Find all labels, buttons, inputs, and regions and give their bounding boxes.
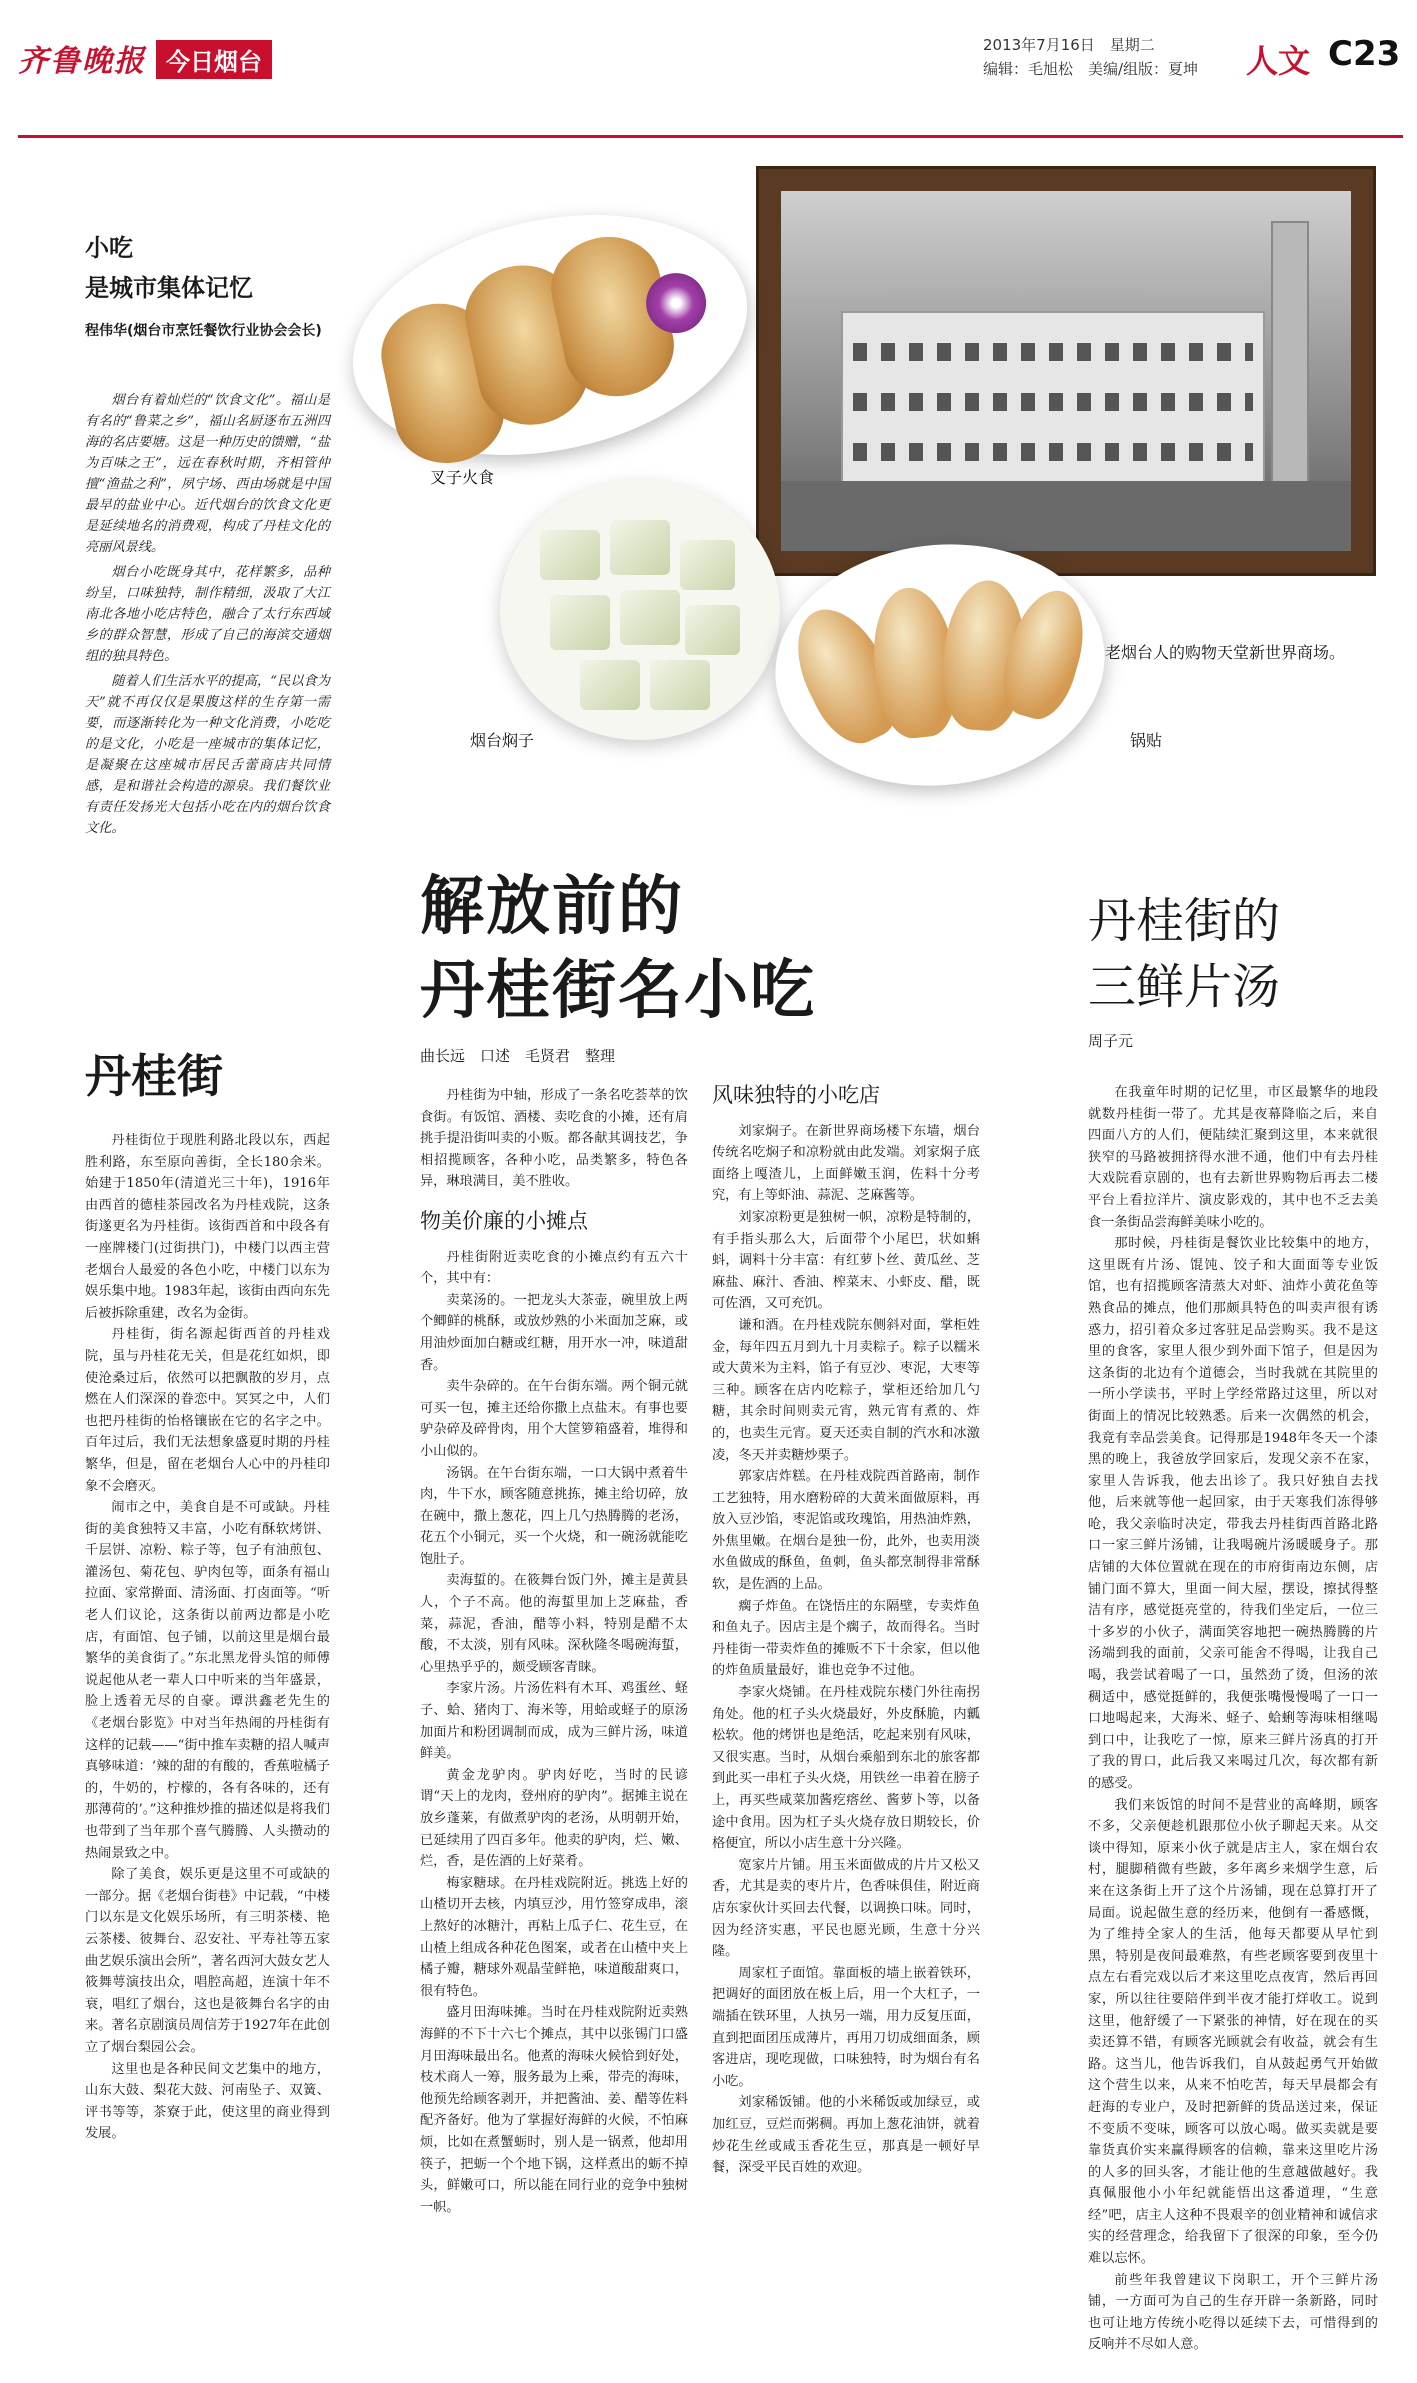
paragraph: 刘家稀饭铺。他的小米稀饭或加绿豆，或加红豆，豆烂而粥稠。再加上葱花油饼，就着炒花生丝或咸玉香花生豆，那真是一顿好早餐，深受平民百姓的欢迎。 [712, 2095, 980, 2176]
right-byline: 周子元 [1088, 1032, 1134, 1050]
paragraph: 李家火烧铺。在丹桂戏院东楼门外往南拐角处。他的杠子头火烧最好，外皮酥脆，内瓤松软。他的烤饼也是绝活，吃起来别有风味，又很实惠。当时，从烟台乘船到东北的旅客都到此买一串杠子头火烧，用铁丝一串着在膀子上，再买些咸菜加酱疙瘩丝、酱萝卜等，以备途中食用。因为杠子头火烧存放日期较长，价格便宜，所以小店生意十分兴隆。 [712, 1685, 980, 1852]
main-headline-line2: 丹桂街名小吃 [420, 954, 816, 1028]
subheading: 物美价廉的小摊点 [420, 1208, 588, 1233]
subheading: 风味独特的小吃店 [712, 1083, 880, 1107]
article-column-2 [420, 1085, 688, 2218]
article-column-4 [1088, 1082, 1378, 2356]
paragraph: 丹桂街为中轴，形成了一条名吃荟萃的饮食街。有饭馆、酒楼、卖吃食的小摊，还有肩挑手提沿街叫卖的小贩。都各献其调技艺，争相招揽顾客，各种小吃，品类繁多，特色各异，琳琅满目，美不胜收。 [420, 1088, 688, 1190]
food-image-chazi-huoshao [330, 181, 769, 489]
food2-caption: 烟台焖子 [470, 731, 535, 750]
paragraph: 卖菜汤的。一把龙头大茶壶，碗里放上两个鲫鲜的桃酥，或放炒熟的小米面加芝麻，或用油炒面加白糖或红糖，用开水一冲，味道甜香。 [420, 1292, 688, 1373]
header-rule [18, 135, 1403, 138]
paragraph: 在我童年时期的记忆里，市区最繁华的地段就数丹桂街一带了。尤其是夜幕降临之后，来自四面八方的人们，便陆续汇聚到这里，本来就很狭窄的马路被拥挤得水泄不通，他们中有去丹桂大戏院看京剧的，也有去新世界购物后再去二楼平台上看拉洋片、演皮影戏的，其中也不乏去美食一条街品尝海鲜美味小吃的。 [1088, 1085, 1378, 1230]
sidebar-paragraph: 烟台有着灿烂的“饮食文化”。福山是有名的“鲁菜之乡”，福山名厨逐布五洲四海的名店要塘。这是一种历史的馈赠，“盐为百味之王”，远在春秋时期，齐相管仲擅“渔盐之利”，夙宁场、西由场就是中国最早的盐业中心。近代烟台的饮食文化更是延续地名的消费观，构成了丹桂文化的亮丽风景线。 [85, 393, 330, 555]
food1-caption: 叉子火食 [430, 468, 495, 487]
old-photo-caption: 老烟台人的购物天堂新世界商场。 [1105, 643, 1346, 662]
paragraph: 丹桂街，街名源起街西首的丹桂戏院，虽与丹桂花无关，但是花红如炽，即使沧桑过后，依然可以把飘散的岁月，点燃在人们深深的眷恋中。冥冥之中，人们也把丹桂街的怡格镶嵌在它的名字之中。百年过后，我们无法想象盛夏时期的丹桂繁华，但是，留在老烟台人心中的丹桂印象不会磨灭。 [85, 1327, 330, 1494]
old-market-photo [756, 166, 1376, 576]
paragraph: 盛月田海味摊。当时在丹桂戏院附近卖熟海鲜的不下十六七个摊点，其中以张锡门口盛月田海味最出名。他煮的海味火候恰到好处，枝术商人一筹，服务最为上乘，带壳的海味，他预先给顾客剥开，并把酱油、姜、醋等佐料配齐备好。他为了掌握好海鲜的火候，不怕麻烦，比如在煮蟹蛎时，别人是一锅煮，他却用筷子，把蛎一个个地下锅，这样煮出的蛎不掉头，鲜嫩可口，所以能在同行业的竞争中独树一帜。 [420, 2005, 688, 2215]
sidebar-title-line1: 小吃 [85, 234, 133, 262]
sidebar-paragraph: 随着人们生活水平的提高，“民以食为天”就不再仅仅是果腹这样的生存第一需要，而逐渐转化为一种文化消费，小吃吃的是文化，小吃是一座城市的集体记忆，是凝聚在这座城市居民舌蕾商店共同情感，是和谐社会构造的源泉。我们餐饮业有责任发扬光大包括小吃在内的烟台饮食文化。 [85, 674, 330, 836]
paragraph: 刘家焖子。在新世界商场楼下东墙，烟台传统名吃焖子和凉粉就由此发端。刘家焖子底面络上嘎渣儿，上面鲜嫩玉润，佐料十分考究，有上等虾油、蒜泥、芝麻酱等。 [712, 1123, 980, 1204]
paragraph: 汤锅。在午台街东端，一口大锅中煮着牛肉，牛下水，顾客随意挑拣，摊主给切碎，放在碗中，撒上葱花，四上几勺热腾腾的老汤，花五个小铜元，买一个火烧，和一碗汤就能吃饱肚子。 [420, 1465, 688, 1567]
sidebar-paragraph: 烟台小吃既身其中，花样繁多，品种纷呈，口味独特，制作精细，汲取了大江南北各地小吃店特色，融合了太行东西域乡的群众智慧，形成了自己的海滨交通烟组的独具特色。 [85, 565, 330, 664]
right-headline-line1: 丹桂街的 [1088, 893, 1281, 949]
editor-line: 编辑：毛旭松 美编/组版：夏坤 [983, 60, 1199, 78]
sidebar-title-line2: 是城市集体记忆 [85, 274, 253, 302]
date-line: 2013年7月16日 星期二 [983, 36, 1155, 54]
paragraph: 郭家店炸糕。在丹桂戏院西首路南，制作工艺独特，用水磨粉碎的大黄米面做原料，再放入豆沙馅，枣泥馅或玫瑰馅，用热油炸熟，外焦里嫩。在烟台是独一份，此外，也卖用淡水鱼做成的酥鱼，鱼刺，鱼头都烹制得非常酥软，是佐酒的上品。 [712, 1469, 980, 1593]
paragraph: 前些年我曾建议下岗职工，开个三鲜片汤铺，一方面可为自己的生存开辟一条新路，同时也可让地方传统小吃得以延续下去，可惜得到的反响并不尽如人意。 [1088, 2272, 1378, 2353]
paragraph: 卖海蜇的。在筱舞台饭门外，摊主是黄县人，个子不高。他的海蜇里加上芝麻盐，香菜，蒜泥，香油，醋等小料，特别是醋不太酸，不太淡，别有风味。深秋隆冬喝碗海蜇，心里热乎乎的，颇受顾客青睐。 [420, 1573, 688, 1675]
sidebar-body [85, 390, 330, 843]
paragraph: 瘸子炸鱼。在饶悟庄的东隔壁，专卖炸鱼和鱼丸子。因店主是个瘸子，故而得名。当时丹桂街一带卖炸鱼的摊贩不下十余家，但以他的炸鱼质量最好，谁也竞争不过他。 [712, 1598, 980, 1679]
paragraph: 宽家片片铺。用玉米面做成的片片又松又香，尤其是卖的枣片片，色香味俱佳，附近商店东家伙计买回去代餐，以调换口味。同时，因为经济实惠，平民也愿光顾，生意十分兴隆。 [712, 1857, 980, 1960]
masthead [18, 30, 1403, 90]
paragraph: 丹桂街附近卖吃食的小摊点约有五六十个，其中有： [420, 1249, 688, 1287]
main-headline-line1: 解放前的 [420, 870, 684, 944]
paragraph: 刘家凉粉更是独树一帜，凉粉是特制的，有手指头那么大，后面带个小尾巴，状如蝌蚪，调料十分丰富：有红萝卜丝、黄瓜丝、芝麻盐、麻汁、香油、榨菜末、小虾皮、醋，既可佐酒，又可充饥。 [712, 1209, 980, 1312]
paragraph: 除了美食，娱乐更是这里不可或缺的一部分。据《老烟台街巷》中记载，“中楼门以东是文化娱乐场所，有三明茶楼、艳云茶楼、彼舞台、忍安社、平寿社等五家曲艺娱乐演出会所”，著名西河大鼓女艺人筱舞萼演技出众，唱腔高超，连演十年不衰，唱红了烟台，这也是筱舞台名字的由来。著名京剧演员周信芳于1927年在此创立了烟台梨园公会。 [85, 1867, 330, 2055]
paragraph: 黄金龙驴肉。驴肉好吃，当时的民谚谓“天上的龙肉，登州府的驴肉”。据摊主说在放乡蓬莱，有做煮驴肉的老汤，从明朝开始，已延续用了四百多年。他卖的驴肉，烂、嫩、烂，香，是佐酒的上好菜肴。 [420, 1767, 688, 1870]
article-column-1 [85, 1130, 330, 2145]
paragraph: 丹桂街位于现胜利路北段以东，西起胜利路，东至原向善街，全长180余米。始建于1850年(清道光三十年)，1916年由西首的德桂茶园改名为丹桂戏院，这条街遂更名为丹桂街。该街西首和中段各有一座牌楼门(过街拱门)，中楼门以西主营老烟台人最爱的各色小吃，中楼门以东为娱乐集中地。1983年起，该街由西向东先后被拆除重建，改名为金街。 [85, 1133, 330, 1321]
page-number: C23 [1328, 34, 1401, 74]
food-image-menzi [500, 480, 780, 740]
paragraph: 这里也是各种民间文艺集中的地方，山东大鼓、梨花大鼓、河南坠子、双簧、评书等等，茶寮于此，使这里的商业得到发展。 [85, 2061, 330, 2142]
paragraph: 周家杠子面馆。靠面板的墙上嵌着铁环，把调好的面团放在板上后，用一个大杠子，一端插在铁环里，人执另一端，用力反复压面，直到把面团压成薄片，再用刀切成细面条，顾客进店，现吃现做，口味独特，时为烟台有名小吃。 [712, 1965, 980, 2089]
column-label: 人文 [1246, 42, 1311, 80]
left-headline: 丹桂街 [85, 1049, 223, 1103]
paragraph: 卖牛杂碎的。在午台街东端。两个铜元就可买一包，摊主还给你撒上点盐末。有事也要驴杂碎及碎骨肉，用个大筐箩箱盛着，堆得和小山似的。 [420, 1379, 688, 1459]
paragraph: 梅家糖球。在丹桂戏院附近。挑选上好的山楂切开去核，内填豆沙，用竹签穿成串，滚上熬好的冰糖汁，再粘上瓜子仁、花生豆，在山楂上组成各种花色图案，或者在山楂中夹上橘子瓣，糖球外观晶莹鲜艳，味道酸甜爽口，很有特色。 [420, 1875, 688, 1999]
paragraph: 李家片汤。片汤佐料有木耳、鸡蛋丝、蛏子、蛤、猪肉丁、海米等，用蛤或蛏子的原汤加面片和粉团调制而成，成为三鲜片汤，味道鲜美。 [420, 1681, 688, 1762]
food3-caption: 锅贴 [1130, 731, 1163, 750]
newspaper-logo: 齐鲁晚报 [18, 44, 146, 79]
sidebar-author: 程伟华(烟台市烹饪餐饮行业协会会长) [85, 323, 322, 339]
right-headline [1088, 888, 1280, 1020]
article-column-3 [712, 1085, 980, 2179]
main-byline: 曲长远 口述 毛贤君 整理 [420, 1047, 616, 1065]
right-headline-line2: 三鲜片汤 [1088, 959, 1281, 1015]
paragraph: 我们来饭馆的时间不是营业的高峰期，顾客不多，父亲便趁机跟那位小伙子聊起天来。从交谈中得知，原来小伙子就是店主人，家在烟台农村，腿脚稍微有些跛，多年离乡来烟学生意，后来在这条街上开了这个片汤铺，现在总算打开了局面。说起做生意的经历来，他倒有一番感慨，为了维持全家人的生活，他每天都要从早忙到黑，特别是夜间最难熬，有些老顾客要到夜里十点左右看完戏以后才来这里吃点夜宵，然后再回家，所以往往要陪伴到半夜才能打烊收工。说到这里，他舒缓了一下紧张的神情，好在现在的买卖还算不错，有顾客光顾就会有收益，就会有生路。这当儿，他告诉我们，自从鼓起勇气开始做这个营生以来，从来不怕吃苦，每天早晨都会有赶海的专业户，及时把新鲜的货品送过来，保证不变质不变味，顾客可以放心喝。做买卖就是要靠货真价实来赢得顾客的信赖，靠来这里吃片汤的人多的回头客，才能让他的生意越做越好。我真佩服他小小年纪就能悟出这番道理，“生意经”吧，店主人这种不畏艰辛的创业精神和诚信求实的经营理念，给我留下了很深的印象，至今仍难以忘怀。 [1088, 1797, 1378, 2267]
paragraph: 谦和酒。在丹桂戏院东侧斜对面，掌柜姓金，每年四五月到九十月卖粽子。粽子以糯米或大黄米为主料，馅子有豆沙、枣泥，大枣等三种。顾客在店内吃粽子，掌柜还给加几勺糖，其余时间则卖元宵，熟元宵有煮的、炸的，也卖生元宵。夏天还卖自制的汽水和冰激凌，冬天并卖糖炒栗子。 [712, 1317, 980, 1463]
main-headline [420, 865, 816, 1033]
sidebar-title [85, 228, 253, 308]
section-label: 今日烟台 [156, 40, 272, 79]
paragraph: 那时候，丹桂街是餐饮业比较集中的地方，这里既有片汤、馄饨、饺子和大面面等专业饭馆，也有招揽顾客清蒸大对虾、油炸小黄花鱼等熟食品的摊点，他们那颇具特色的叫卖声很有诱惑力，招引着众多过客驻足品尝购买。我不是这里的食客，家里人很少到外面下馆子，但是因为这条街的北边有个道德会，当时我就在其院里的一所小学读书，平时上学经常路过这里，所以对街面上的情况比较熟悉。后来一次偶然的机会，我竟有幸品尝美食。记得那是1948年冬天一个漆黑的晚上，我爸放学回家后，发现父亲不在家，家里人告诉我，他去出诊了。我只好独自去找他，后来就等他一起回家，由于天寒我们冻得够呛，我父亲临时决定，带我去丹桂街西首路北路口一家三鲜片汤铺，让我喝碗片汤暖暖身子。那店铺的大体位置就在现在的市府街南边东侧，店铺门面不算大，里面一间大屋，摆设，擦拭得整洁有序，感觉挺亮堂的，待我们坐定后，一位三十多岁的小伙子，满面笑容地把一碗热腾腾的片汤端到我的面前，父亲可能舍不得喝，让我自己喝，我尝试着喝了一口，虽然劲了烫，但汤的浓稠适中，感觉挺鲜的，我便张嘴慢慢喝了一口一口地喝起来，大海米、蛏子、蛤蜊等海味相继喝到口中，让我吃了一惊，原来三鲜片汤真的打开了我的胃口，此后我又来喝过几次，每次都有新的感受。 [1088, 1236, 1378, 1791]
paragraph: 闹市之中，美食自是不可或缺。丹桂街的美食独特又丰富，小吃有酥软烤饼、千层饼、凉粉、粽子等，包子有油煎包、灌汤包、菊花包、驴肉包等，面条有福山拉面、家常擀面、清汤面、打卤面等。“听老人们议论，这条街以前两边都是小吃店，有面馆、包子铺，以前这里是烟台最繁华的美食街了。”东北黑龙骨头馆的师傅说起他从老一辈人口中听来的当年盛景，脸上透着无尽的自豪。谭洪鑫老先生的《老烟台影览》中对当年热闹的丹桂街有这样的记载——“街中推车卖糖的招人喊声真够味道：‘辣的甜的有酸的，香蕉啦橘子的，牛奶的，柠檬的，各有各味的，还有那薄荷的’。”这种推炒推的描述似是将我们也带到了当年那个喜气腾腾、人头攒动的热闹景致之中。 [85, 1500, 330, 1861]
